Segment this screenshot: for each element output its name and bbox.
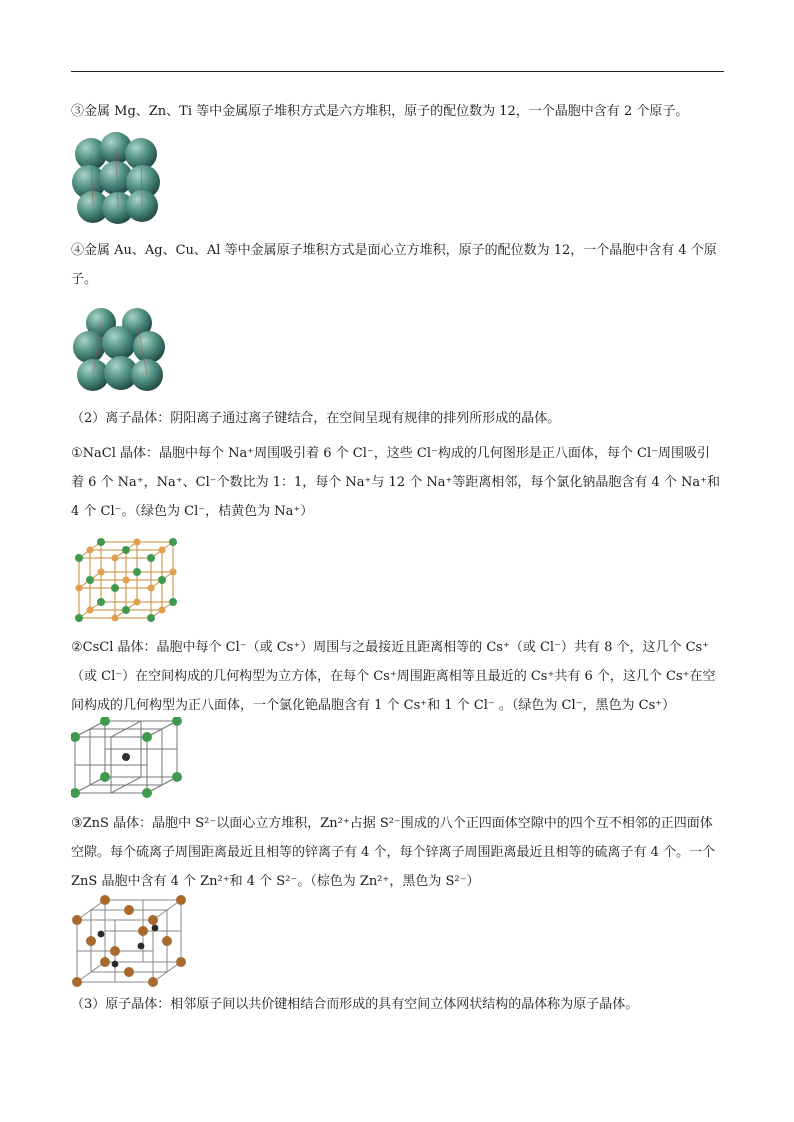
paragraph-cscl: ②CsCl 晶体：晶胞中每个 Cl⁻（或 Cs⁺）周围与之最接近且距离相等的 Cs⁺（或 Cl⁻）共有 8 个，这几个 Cs⁺（或 Cl⁻）在空间构成的几何构型为立方体，在每个 Cs⁺周围距离相等且最近的 Cs⁺共有 6 个，这几个 Cs⁺在空间构成的几何构型为正八面体，一个氯化铯晶胞含有 1 个 Cs⁺和 1 个 Cl⁻ 。（绿色为 Cl⁻，黑色为 Cs⁺） [71, 640, 716, 713]
fcc-cell-image [71, 303, 167, 395]
zns-cell-image [71, 894, 187, 988]
nacl-cell-image [71, 534, 183, 626]
header-rule [71, 71, 724, 72]
paragraph-zns: ③ZnS 晶体：晶胞中 S²⁻以面心立方堆积，Zn²⁺占据 S²⁻围成的八个正四面体空隙中的四个互不相邻的正四面体空隙。每个硫离子周围距离最近且相等的锌离子有 4 个，每个锌离子周围距离最近且相等的硫离子有 4 个。一个 ZnS 晶胞中含有 4 个 Zn²⁺和 4 个 S²⁻。（棕色为 Zn²⁺，黑色为 S²⁻） [71, 816, 716, 889]
paragraph-hcp-metals: ③金属 Mg、Zn、Ti 等中金属原子堆积方式是六方堆积，原子的配位数为 12，一个晶胞中含有 2 个原子。 [71, 104, 689, 119]
paragraph-fcc-metals: ④金属 Au、Ag、Cu、Al 等中金属原子堆积方式是面心立方堆积，原子的配位数为 12，一个晶胞中含有 4 个原子。 [71, 243, 717, 287]
paragraph-nacl: ①NaCl 晶体：晶胞中每个 Na⁺周围吸引着 6 个 Cl⁻，这些 Cl⁻构成的几何图形是正八面体，每个 Cl⁻周围吸引着 6 个 Na⁺，Na⁺、Cl⁻个数比为 1：1，每个 Na⁺与 12 个 Na⁺等距离相邻，每个氯化钠晶胞含有 4 个 Na⁺和 4 个 Cl⁻。（绿色为 Cl⁻，桔黄色为 Na⁺） [71, 446, 720, 519]
cscl-cell-image [71, 717, 183, 799]
paragraph-ionic-crystal: （2）离子晶体：阴阳离子通过离子键结合，在空间呈现有规律的排列所形成的晶体。 [71, 411, 561, 426]
hcp-cell-image [71, 132, 161, 224]
paragraph-atomic-crystal: （3）原子晶体：相邻原子间以共价键相结合而形成的具有空间立体网状结构的晶体称为原子晶体。 [71, 997, 639, 1012]
